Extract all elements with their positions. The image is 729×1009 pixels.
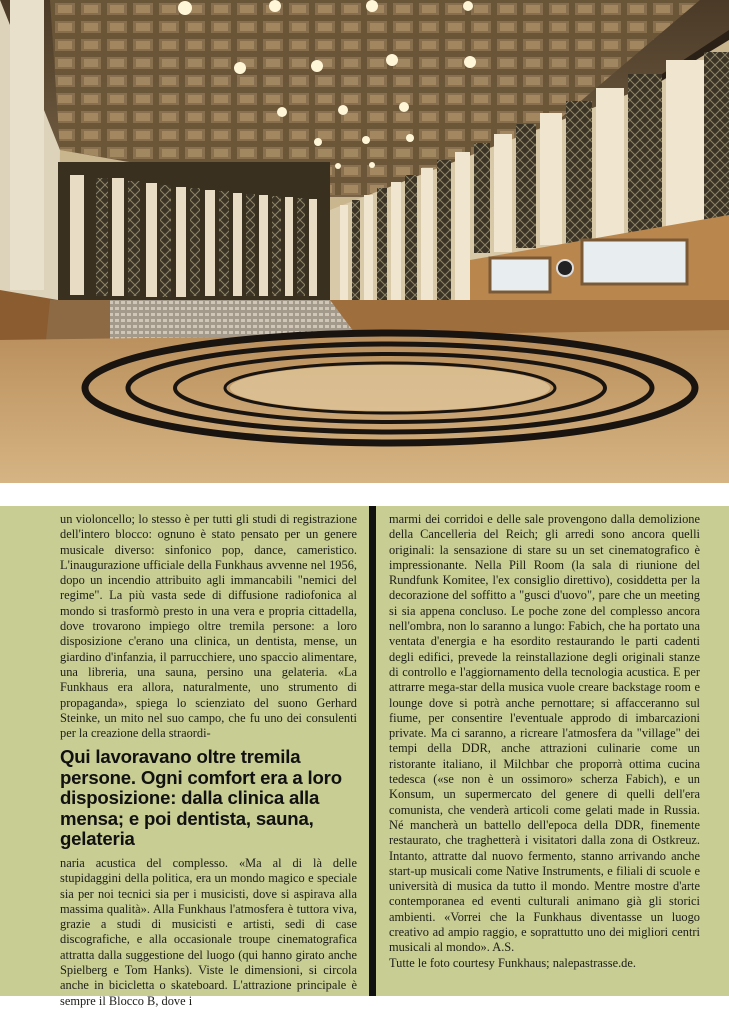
article-paragraph-3: marmi dei corridoi e delle sale provengono dalla demolizione della Cancelleria del Reich; gli arredi sono ancora quelli originali: la sensazione di stare su un set cinematografico è impressionante. Nella Pill Room (la sala di riunione del Rundfunk Komitee, l'ex consiglio direttivo), cosiddetta per la decorazione del soffitto a "gusci d'uovo", pare che un meeting si sia appena concluso. Le poche zone del complesso ancora nell'ombra, non lo saranno a lungo: Fabich, che ha portato una ventata d'energia e ha esordito restaurando le parti cadenti degli edifici, prevede la reinstallazione degli originali stanze di controllo e l'aggiornamento della tecnologia acustica. E per attrarre mega-star della musica vuole creare backstage room e lounge dove si potrà anche pernottare; si affacceranno sul fiume, per consentire l'eventuale approdo di imbarcazioni private. Ma ci saranno, a ricreare l'atmosfera da "village" dei tempi della DDR, anche attrazioni culinarie come un ristorante italiano, il Milchbar che proporrà ottima cucina tedesca («se non è un ossimoro» scherza Fabich), e un Konsum, un supermercato del genere di quelli dell'era comunista, che venderà articoli come gelati made in Russia. Né mancherà un battello dell'epoca della DDR, finemente restaurato, che traghetterà i visitatori dalla zona di Ostkreuz. Intanto, attratte dal nuovo fermento, stanno arrivando anche start-up musicali come Native Instruments, e filiali di scuole e università di musica da tutto il mondo. Mentre mostre d'arte contemporanea ed eventi culturali animano già gli storici ambienti. «Vorrei che la Funkhaus diventasse un luogo creativo ad ampio raggio, e soprattutto uno dei migliori centri musicali al mondo». A.S. <box>389 512 700 955</box>
concert-hall-photo <box>0 0 729 483</box>
column-divider <box>369 506 376 996</box>
left-column <box>60 512 357 1009</box>
article-page <box>0 506 729 1008</box>
article-paragraph-2: naria acustica del complesso. «Ma al di là delle stupidaggini della politica, era un mondo magico e speciale sia per noi tecnici sia per i musicisti, dove si aspirava alla massima qualità». Alla Funkhaus l'atmosfera è tuttora viva, grazie a studi di musicisti e artisti, sedi di case discografiche, e alla occasionale troupe cinematografica attratta dalla suggestione del luogo (qui hanno girato anche Spielberg e Tom Hanks). Viste le dimensioni, si circola anche in bicicletta o skateboard. L'attrazione principale è sempre il Blocco B, dove i <box>60 855 357 1008</box>
photo-credits: Tutte le foto courtesy Funkhaus; nalepastrasse.de. <box>389 955 636 970</box>
article-paragraph-1: un violoncello; lo stesso è per tutti gli studi di registrazione dell'intero blocco: ognuno è stato pensato per un genere musicale diverso: sinfonico pop, dance, cameristico. L'inaugurazione ufficiale della Funkhaus avvenne nel 1956, dopo un incendio attribuito agli immancabili "nemici del regime". La più vasta sede di diffusione radiofonica al mondo si trasformò presto in una vera e propria cittadella, dove trovarono impiego oltre tremila persone: a loro disposizione c'erano una clinica, un dentista, mense, un giardino d'infanzia, il parrucchiere, uno spaccio alimentare, una libreria, una sauna, persino una gelateria. «La Funkhaus era allora, naturalmente, uno strumento di propaganda», spiega lo scienziato del suono Gerhard Steinke, un mito nel suo campo, che fu uno dei consulenti per la creazione della straordi- <box>60 512 357 741</box>
right-column <box>389 512 700 971</box>
pull-quote: Qui lavoravano oltre tremila persone. Ogni comfort era a loro disposizione: dalla clinica alla mensa; e poi dentista, sauna, gelateria <box>60 746 342 850</box>
page-gap <box>0 483 729 506</box>
